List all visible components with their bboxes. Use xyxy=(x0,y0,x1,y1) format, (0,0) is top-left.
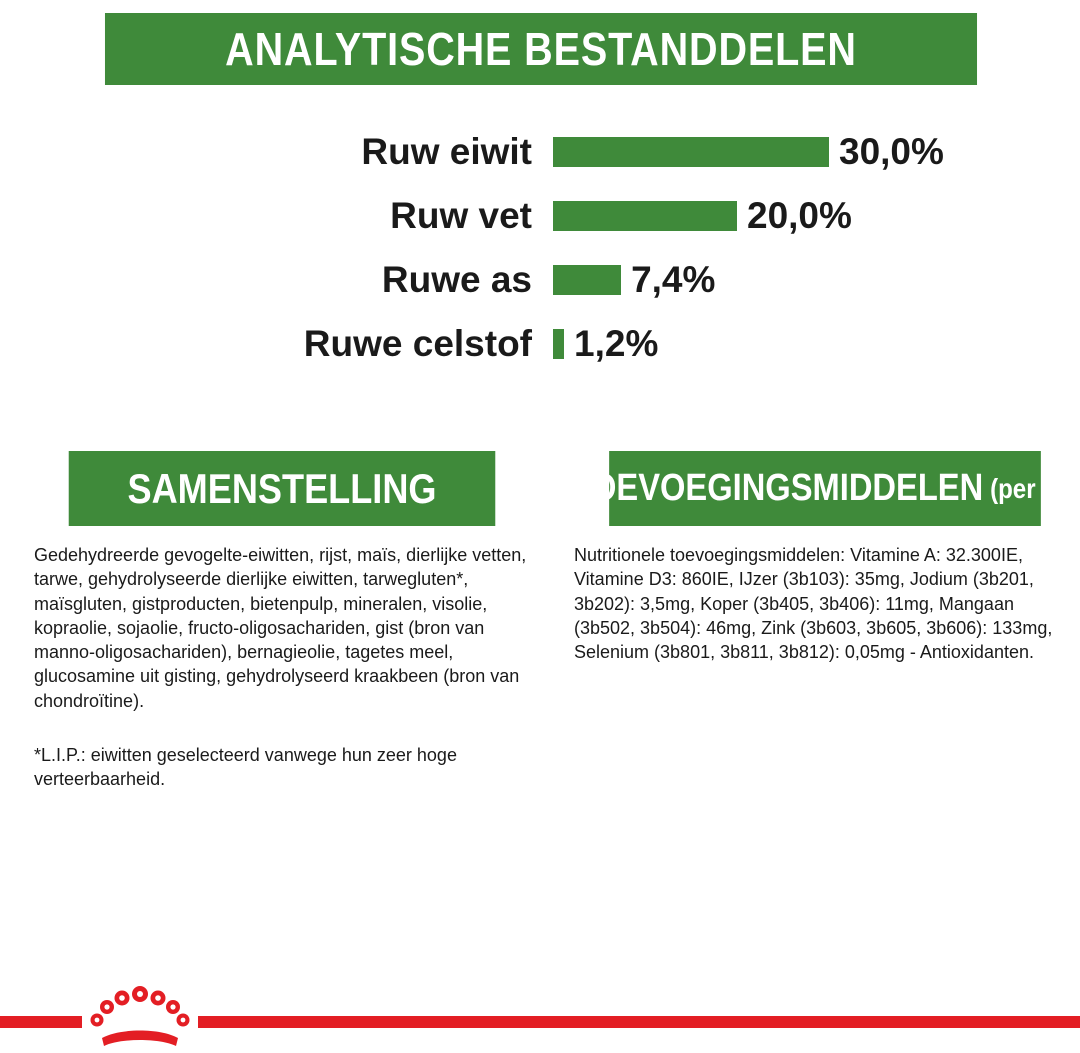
crown-logo-icon xyxy=(80,984,200,1053)
bar-row xyxy=(0,120,1080,184)
composition-text: Gedehydreerde gevogelte-eiwitten, rijst, maïs, dierlijke vetten, tarwe, gehydrolyseerde dierlijke eiwitten, tarwegluten*, maïsgluten, gistproducten, bietenpulp, mineralen, visolie, kopraolie, sojaolie, fructo-oligosachariden, gist (bron van manno-oligosachariden), bernagieolie, tagetes meel, glucosamine uit gisting, gehydrolyseerd kraakbeen (bron van chondroïtine). xyxy=(34,545,527,711)
bar-row xyxy=(0,184,1080,248)
bar-value-label: 1,2% xyxy=(574,323,659,364)
composition-footnote: *L.I.P.: eiwitten geselecteerd vanwege hun zeer hoge verteerbaarheid. xyxy=(34,745,457,790)
bar-row xyxy=(0,248,1080,312)
additives-subtitle: (per kg) xyxy=(990,472,1079,504)
bar xyxy=(553,201,737,231)
brand-line-left xyxy=(0,1016,82,1028)
bar xyxy=(553,137,829,167)
analytic-title: ANALYTISCHE BESTANDDELEN xyxy=(225,23,857,75)
bar-value-label: 7,4% xyxy=(631,259,716,300)
bar xyxy=(553,265,621,295)
bar-row xyxy=(0,312,1080,376)
bar xyxy=(553,329,564,359)
bar-category-label: Ruwe celstof xyxy=(303,323,532,364)
composition-title: SAMENSTELLING xyxy=(127,464,437,512)
bar-value-label: 30,0% xyxy=(839,131,944,172)
additives-banner xyxy=(571,451,1079,526)
bar-category-label: Ruw vet xyxy=(390,195,532,236)
brand-line-right xyxy=(198,1016,1080,1028)
bar-category-label: Ruwe as xyxy=(381,259,532,300)
composition-banner xyxy=(69,451,496,526)
additives-text: Nutritionele toevoegingsmiddelen: Vitamine A: 32.300IE, Vitamine D3: 860IE, IJzer (3b103): 35mg, Jodium (3b201, 3b202): 3,5mg, Koper (3b405, 3b406): 11mg, Mangaan (3b502, 3b504): 46mg, Zink (3b603, 3b605, 3b606): 133mg, Selenium (3b801, 3b811, 3b812): 0,05mg - Antioxidanten. xyxy=(574,545,1053,663)
additives-title: TOEVOEGINGSMIDDELEN xyxy=(571,467,984,509)
bar-category-label: Ruw eiwit xyxy=(361,131,532,172)
analytic-banner xyxy=(105,13,977,85)
bar-value-label: 20,0% xyxy=(747,195,852,236)
